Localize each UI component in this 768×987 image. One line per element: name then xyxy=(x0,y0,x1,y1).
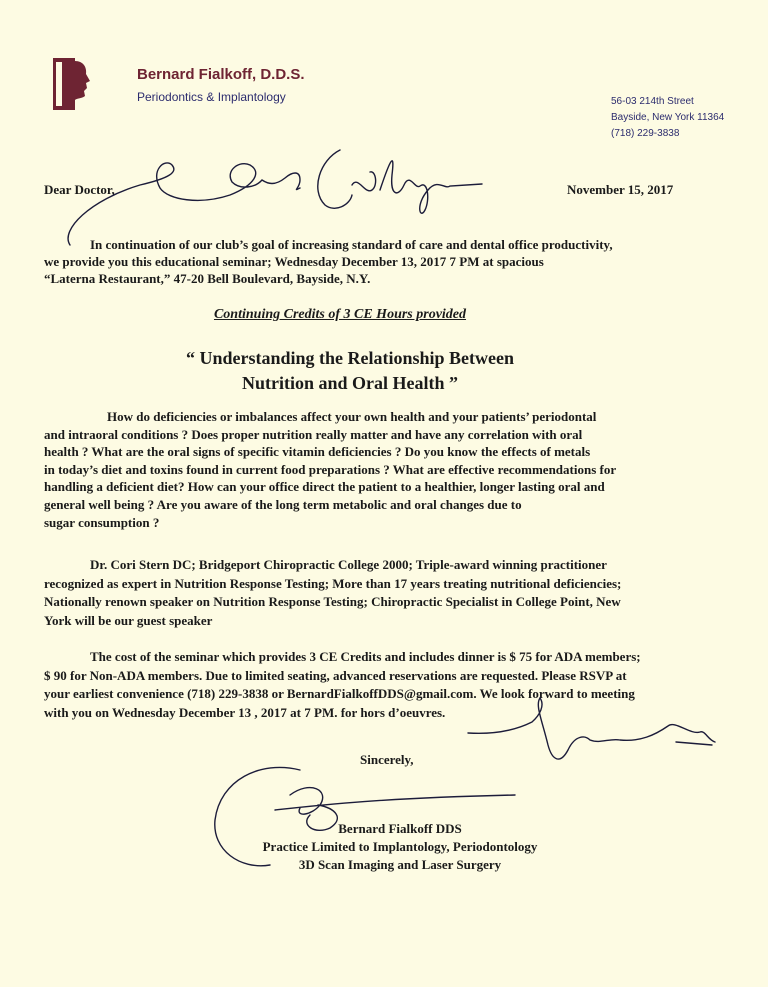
office-address xyxy=(611,94,724,142)
closing: Sincerely, xyxy=(360,752,414,767)
text-line: handling a deficient diet? How can your office direct the patient to a healthier, longer lasting oral and xyxy=(44,479,605,495)
text-line: The cost of the seminar which provides 3 CE Credits and includes dinner is $ 75 for ADA members; xyxy=(90,649,641,664)
text-line: Dr. Cori Stern DC; Bridgeport Chiropractic College 2000; Triple-award winning practitioner xyxy=(90,557,607,572)
letter-date: November 15, 2017 xyxy=(567,182,674,197)
text-line: In continuation of our club’s goal of increasing standard of care and dental office productivity, xyxy=(90,237,613,252)
speaker-paragraph xyxy=(44,556,621,630)
text-line: “Laterna Restaurant,” 47-20 Bell Boulevard, Bayside, N.Y. xyxy=(44,271,371,286)
salutation: Dear Doctor, xyxy=(44,182,115,197)
text-line: Nationally renown speaker on Nutrition Response Testing; Chiropractic Specialist in College Point, New xyxy=(44,594,621,609)
text-line: sugar consumption ? xyxy=(44,514,160,530)
address-line: 56-03 214th Street xyxy=(611,96,694,107)
text-line: in today’s diet and toxins found in current food preparations ? What are effective recommendations for xyxy=(44,461,617,477)
handwritten-greeting-icon xyxy=(68,163,300,245)
text-line: How do deficiencies or imbalances affect your own health and your patients’ periodontal xyxy=(107,409,597,424)
signer-practice: Practice Limited to Implantology, Periodontology xyxy=(262,839,538,854)
text-line: with you on Wednesday December 13 , 2017 at 7 PM. for hors d’oeuvres. xyxy=(44,704,446,720)
text-line: $ 90 for Non-ADA members. Due to limited seating, advanced reservations are requested. Please RSVP at xyxy=(44,667,627,683)
signer-name: Bernard Fialkoff DDS xyxy=(338,821,462,836)
text-line: health ? What are the oral signs of specific vitamin deficiencies ? Do you know the effects of metals xyxy=(44,444,591,460)
address-line: Bayside, New York 11364 xyxy=(611,112,725,123)
intro-paragraph xyxy=(44,236,613,287)
text-line: and intraoral conditions ? Does proper nutrition really matter and have any correlation with oral xyxy=(44,426,583,442)
title-line: “ Understanding the Relationship Between xyxy=(185,348,515,368)
questions-paragraph xyxy=(44,408,616,531)
address-line: (718) 229-3838 xyxy=(611,128,680,139)
firm-name: Bernard Fialkoff, D.D.S. xyxy=(137,66,305,83)
text-line: York will be our guest speaker xyxy=(44,612,213,628)
text-line: general well being ? Are you aware of the long term metabolic and oral changes due to xyxy=(44,496,522,512)
firm-specialty: Periodontics & Implantology xyxy=(137,90,286,104)
text-line: we provide you this educational seminar; Wednesday December 13, 2017 7 PM at spacious xyxy=(44,254,544,269)
text-line: your earliest convenience (718) 229-3838 or BernardFialkoffDDS@gmail.com. We look forward to meeting xyxy=(44,686,635,701)
credits-heading: Continuing Credits of 3 CE Hours provided xyxy=(213,307,467,322)
cost-paragraph xyxy=(44,648,641,722)
signer-services: 3D Scan Imaging and Laser Surgery xyxy=(298,857,502,872)
signature-block xyxy=(0,820,768,874)
logo-profile-silhouette-icon xyxy=(53,58,95,110)
title-line: Nutrition and Oral Health ” xyxy=(241,373,458,393)
seminar-title xyxy=(0,346,700,396)
text-line: recognized as expert in Nutrition Response Testing; More than 17 years treating nutritional deficiencies; xyxy=(44,575,622,591)
